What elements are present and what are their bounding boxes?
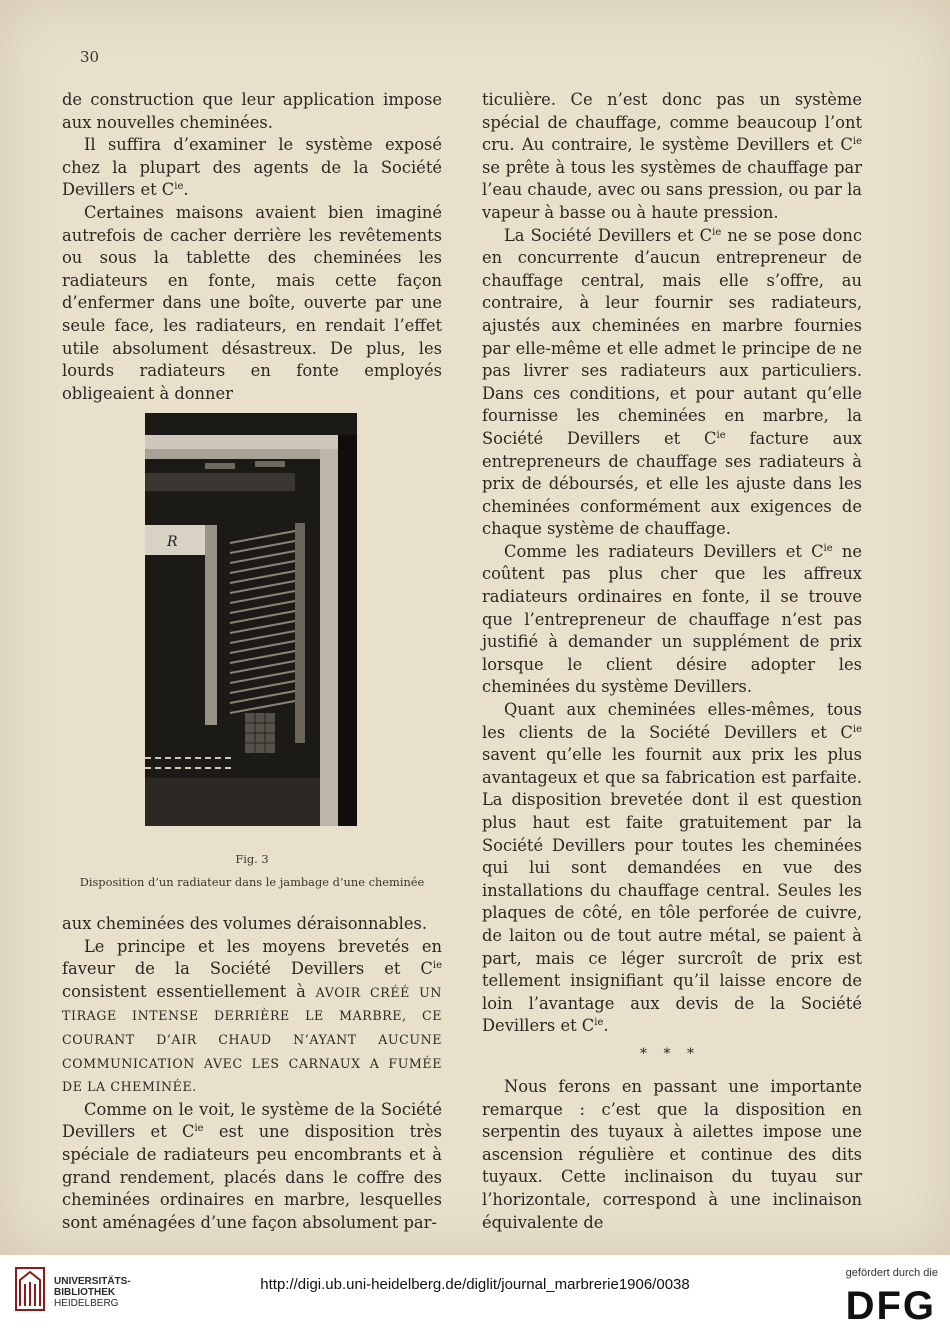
- small-caps-text: AVOIR CRÉÉ UN TIRAGE INTENSE DERRIÈRE LE MARBRE, CE COURANT D’AIR CHAUD N’AYANT AUCUNE COMMUNICATION AVEC LES CARNAUX A FUMÉE DE LA CHEMINÉE.: [62, 984, 442, 1095]
- source-url-link[interactable]: http://digi.ub.uni-heidelberg.de/diglit/journal_marbrerie1906/0038: [260, 1276, 690, 1293]
- left-column-top: [62, 89, 442, 405]
- paragraph: de construction que leur application impose aux nouvelles cheminées.: [62, 90, 442, 132]
- figure-label-r: R: [167, 534, 178, 550]
- paragraph: Le principe et les moyens brevetés en faveur de la Société Devillers et $C^{ie}$ consistent essentiellement à AVOIR CRÉÉ UN TIRAGE INTENSE DERRIÈRE LE MARBRE, CE COURANT D’AIR CHAUD N’AYANT AUCUNE COMMUNICATION AVEC LES CARNAUX A FUMÉE DE LA CHEMINÉE.: [62, 936, 442, 1095]
- paragraph: Nous ferons en passant une importante remarque : c’est que la disposition en serpentin des tuyaux à ailettes impose une ascension régulière et continue des dits tuyaux. Cette inclinaison du tuyau sur l’horizontale, correspond à une inclinaison équivalente de: [482, 1077, 862, 1232]
- paragraph: aux cheminées des volumes déraisonnables.: [62, 914, 427, 933]
- left-column-bottom: [62, 913, 442, 1234]
- funded-by-label: gefördert durch die: [845, 1267, 938, 1279]
- paragraph: Comme on le voit, le système de la Société Devillers et $C^{ie}$ est une disposition très spéciale de radiateurs peu encombrants et à grand rendement, placés dans le coffre des cheminées ordinaires en marbre, lesquelles sont aménagées d’une façon absolument par-: [62, 1099, 442, 1232]
- page-number: 30: [80, 48, 100, 66]
- figure-caption: Disposition d’un radiateur dans le jambage d’une cheminée: [79, 875, 425, 889]
- radiator-illustration: [145, 413, 357, 826]
- right-column-bottom: [482, 1076, 862, 1234]
- right-column-top: [482, 89, 862, 1038]
- paragraph: Comme les radiateurs Devillers et $C^{ie}$ ne coûtent pas plus cher que les affreux radiateurs ordinaires en fonte, il se trouve que l’entrepreneur de chauffage n’est pas justifié à demander un supplément de prix lorsque le client désire adopter les cheminées du système Devillers.: [482, 541, 862, 697]
- paragraph: Certaines maisons avaient bien imaginé autrefois de cacher derrière les revêtements ou sous la tablette des cheminées les radiateurs en fonte, mais cette façon d’enfermer dans une boîte, ouverte par une seule face, les radiateurs, en rendait l’effet utile absolument désastreux. De plus, les lourds radiateurs en fonte employés obligeaient à donner: [62, 202, 442, 403]
- paragraph: Quant aux cheminées elles-mêmes, tous les clients de la Société Devillers et $C^{ie}$ savent qu’elle les fournit aux prix les plus avantageux et que sa fabrication est parfaite. La disposition brevetée dont il est question plus haut est faite gratuitement par la Société Devillers pour toutes les cheminées qui lui sont demandées en vue des installations du chauffage central. Seules les plaques de côté, en tôle perforée de cuivre, de laiton ou de tout autre métal, se paient à part, mais ce léger surcroît de prix est tellement insignifiant qu’il laisse encore de loin l’avantage aux devis de la Société Devillers et $C^{ie}$.: [482, 700, 862, 1036]
- section-separator: * * *: [640, 1046, 700, 1062]
- paragraph: La Société Devillers et $C^{ie}$ ne se pose donc en concurrente d’aucun entrepreneur de chauffage central, mais elle s’offre, au contraire, à leur fournir ses radiateurs, ajustés aux cheminées en marbre fournies par elle-même et elle admet le principe de ne pas livrer ses radiateurs aux particuliers. Dans ces conditions, et pour autant qu’elle fournisse les cheminées en marbre, la Société Devillers et $C^{ie}$ facture aux entrepreneurs de chauffage ses radiateurs à prix de déboursés, et elle les ajuste dans les cheminées conformément aux exigences de chaque système de chauffage.: [482, 225, 862, 539]
- dfg-logo: DFG: [845, 1284, 936, 1328]
- institution-name: UNIVERSITÄTS- BIBLIOTHEK HEIDELBERG: [54, 1276, 131, 1309]
- figure-radiator-photo: [145, 413, 357, 826]
- figure-number: Fig. 3: [235, 852, 269, 866]
- paragraph: ticulière. Ce n’est donc pas un système spécial de chauffage, comme beaucoup l’ont cru. Au contraire, le système Devillers et $C^{ie}$ se prête à tous les systèmes de chauffage par l’eau chaude, avec ou sans pression, ou par la vapeur à basse ou à haute pression.: [482, 90, 862, 222]
- paragraph: Il suffira d’examiner le système exposé chez la plupart des agents de la Société Devillers et $C^{ie}$.: [62, 135, 442, 200]
